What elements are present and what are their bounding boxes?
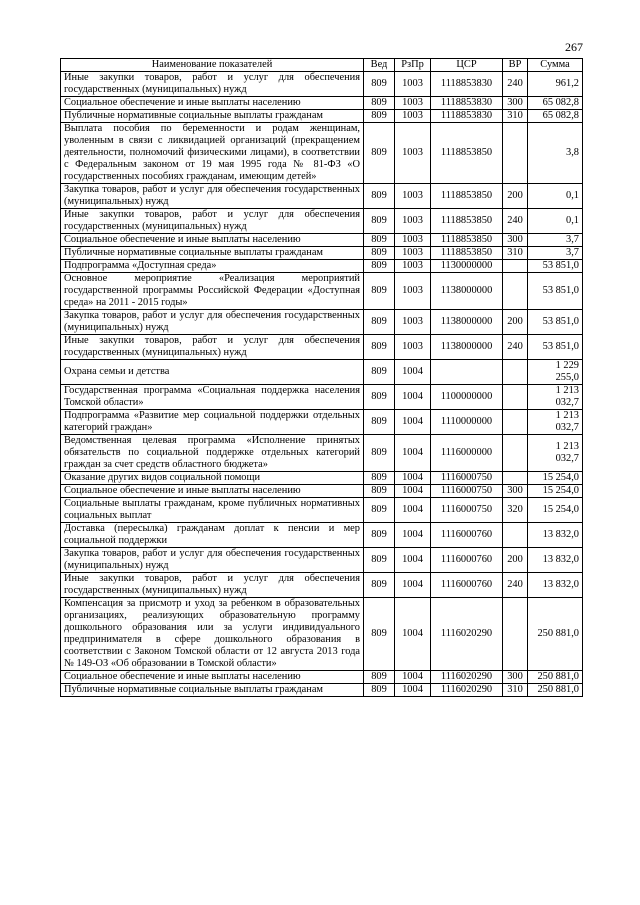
- row-ved: 809: [364, 472, 395, 485]
- row-rzpr: 1004: [395, 684, 431, 697]
- row-vr: 320: [503, 498, 528, 523]
- row-vr: 310: [503, 110, 528, 123]
- row-ved: 809: [364, 97, 395, 110]
- row-csr: 1118853850: [431, 209, 503, 234]
- table-row: [61, 498, 583, 523]
- table-row: [61, 671, 583, 684]
- budget-table: [60, 58, 583, 697]
- row-sum: 0,1: [528, 184, 583, 209]
- row-rzpr: 1003: [395, 123, 431, 184]
- row-sum: 15 254,0: [528, 485, 583, 498]
- row-name: Доставка (пересылка) гражданам доплат к пенсии и мер социальной поддержки: [61, 523, 364, 548]
- row-rzpr: 1003: [395, 97, 431, 110]
- row-csr: 1116020290: [431, 598, 503, 671]
- row-name: Публичные нормативные социальные выплаты гражданам: [61, 110, 364, 123]
- table-header-row: [61, 59, 583, 72]
- row-csr: 1116000760: [431, 573, 503, 598]
- row-sum: 1 213 032,7: [528, 435, 583, 472]
- table-row: [61, 72, 583, 97]
- row-sum: 1 229 255,0: [528, 360, 583, 385]
- row-rzpr: 1003: [395, 72, 431, 97]
- row-ved: 809: [364, 209, 395, 234]
- row-ved: 809: [364, 684, 395, 697]
- row-sum: 3,7: [528, 234, 583, 247]
- row-vr: 200: [503, 548, 528, 573]
- row-name: Иные закупки товаров, работ и услуг для обеспечения государственных (муниципальных) нужд: [61, 72, 364, 97]
- row-name: Охрана семьи и детства: [61, 360, 364, 385]
- table-row: [61, 485, 583, 498]
- table-row: [61, 573, 583, 598]
- table-row: [61, 234, 583, 247]
- row-name: Социальное обеспечение и иные выплаты населению: [61, 671, 364, 684]
- row-sum: 53 851,0: [528, 335, 583, 360]
- row-sum: 53 851,0: [528, 310, 583, 335]
- row-name: Иные закупки товаров, работ и услуг для обеспечения государственных (муниципальных) нужд: [61, 209, 364, 234]
- table-row: [61, 410, 583, 435]
- row-csr: 1130000000: [431, 260, 503, 273]
- row-sum: 65 082,8: [528, 110, 583, 123]
- table-row: [61, 97, 583, 110]
- row-ved: 809: [364, 435, 395, 472]
- row-rzpr: 1004: [395, 498, 431, 523]
- row-vr: [503, 472, 528, 485]
- row-csr: 1116000760: [431, 548, 503, 573]
- row-name: Социальное обеспечение и иные выплаты населению: [61, 97, 364, 110]
- row-sum: 961,2: [528, 72, 583, 97]
- row-vr: [503, 385, 528, 410]
- row-csr: 1116020290: [431, 684, 503, 697]
- row-csr: 1138000000: [431, 310, 503, 335]
- row-rzpr: 1003: [395, 184, 431, 209]
- row-vr: [503, 523, 528, 548]
- header-rzpr: РзПр: [395, 59, 431, 72]
- row-sum: 13 832,0: [528, 548, 583, 573]
- row-csr: 1118853850: [431, 234, 503, 247]
- row-csr: 1116000760: [431, 523, 503, 548]
- table-row: [61, 523, 583, 548]
- row-vr: [503, 273, 528, 310]
- row-vr: 310: [503, 247, 528, 260]
- row-sum: 3,7: [528, 247, 583, 260]
- row-csr: 1116000750: [431, 485, 503, 498]
- row-name: Подпрограмма «Развитие мер социальной поддержки отдельных категорий граждан»: [61, 410, 364, 435]
- row-rzpr: 1004: [395, 435, 431, 472]
- row-vr: [503, 260, 528, 273]
- row-rzpr: 1004: [395, 485, 431, 498]
- table-row: [61, 310, 583, 335]
- row-vr: 300: [503, 97, 528, 110]
- row-rzpr: 1003: [395, 247, 431, 260]
- row-vr: [503, 410, 528, 435]
- row-sum: 250 881,0: [528, 598, 583, 671]
- row-rzpr: 1004: [395, 472, 431, 485]
- row-vr: [503, 123, 528, 184]
- row-sum: 250 881,0: [528, 684, 583, 697]
- row-rzpr: 1004: [395, 548, 431, 573]
- row-ved: 809: [364, 260, 395, 273]
- row-vr: [503, 360, 528, 385]
- table-row: [61, 110, 583, 123]
- row-sum: 3,8: [528, 123, 583, 184]
- row-name: Ведомственная целевая программа «Исполнение принятых обязательств по социальной поддержке отдельных категорий граждан за счет средств областного бюджета»: [61, 435, 364, 472]
- table-row: [61, 548, 583, 573]
- table-row: [61, 335, 583, 360]
- row-name: Публичные нормативные социальные выплаты гражданам: [61, 247, 364, 260]
- row-sum: 1 213 032,7: [528, 385, 583, 410]
- row-csr: 1116000000: [431, 435, 503, 472]
- table-row: [61, 684, 583, 697]
- row-name: Оказание других видов социальной помощи: [61, 472, 364, 485]
- table-row: [61, 209, 583, 234]
- row-ved: 809: [364, 234, 395, 247]
- row-name: Социальное обеспечение и иные выплаты населению: [61, 234, 364, 247]
- row-vr: 240: [503, 335, 528, 360]
- row-vr: 240: [503, 209, 528, 234]
- row-vr: 240: [503, 573, 528, 598]
- row-vr: 300: [503, 485, 528, 498]
- row-sum: 15 254,0: [528, 472, 583, 485]
- header-csr: ЦСР: [431, 59, 503, 72]
- table-row: [61, 247, 583, 260]
- row-sum: 65 082,8: [528, 97, 583, 110]
- row-vr: 310: [503, 684, 528, 697]
- row-name: Государственная программа «Социальная поддержка населения Томской области»: [61, 385, 364, 410]
- row-ved: 809: [364, 523, 395, 548]
- row-rzpr: 1004: [395, 671, 431, 684]
- row-vr: 300: [503, 671, 528, 684]
- row-csr: 1138000000: [431, 273, 503, 310]
- row-sum: 15 254,0: [528, 498, 583, 523]
- row-ved: 809: [364, 360, 395, 385]
- row-csr: 1118853830: [431, 110, 503, 123]
- page-number: 267: [565, 40, 583, 54]
- row-name: Закупка товаров, работ и услуг для обеспечения государственных (муниципальных) нужд: [61, 548, 364, 573]
- row-csr: 1118853830: [431, 72, 503, 97]
- row-ved: 809: [364, 573, 395, 598]
- row-rzpr: 1003: [395, 110, 431, 123]
- row-ved: 809: [364, 123, 395, 184]
- row-ved: 809: [364, 72, 395, 97]
- row-ved: 809: [364, 247, 395, 260]
- row-csr: 1118853830: [431, 97, 503, 110]
- row-rzpr: 1004: [395, 598, 431, 671]
- table-row: [61, 260, 583, 273]
- row-name: Выплата пособия по беременности и родам женщинам, уволенным в связи с ликвидацией организаций (прекращением деятельности, полномочий физическими лицами), в соответствии с Федеральным законом от 19 мая 1995 года № 81-ФЗ «О государственных пособиях гражданам, имеющим детей»: [61, 123, 364, 184]
- table-row: [61, 385, 583, 410]
- row-rzpr: 1003: [395, 273, 431, 310]
- header-name: Наименование показателей: [61, 59, 364, 72]
- row-name: Публичные нормативные социальные выплаты гражданам: [61, 684, 364, 697]
- table-row: [61, 273, 583, 310]
- row-name: Закупка товаров, работ и услуг для обеспечения государственных (муниципальных) нужд: [61, 310, 364, 335]
- row-ved: 809: [364, 485, 395, 498]
- row-vr: 200: [503, 184, 528, 209]
- row-csr: 1118853850: [431, 123, 503, 184]
- row-ved: 809: [364, 548, 395, 573]
- row-ved: 809: [364, 184, 395, 209]
- row-rzpr: 1003: [395, 335, 431, 360]
- row-rzpr: 1004: [395, 385, 431, 410]
- row-csr: 1138000000: [431, 335, 503, 360]
- row-rzpr: 1004: [395, 410, 431, 435]
- row-vr: [503, 598, 528, 671]
- row-name: Закупка товаров, работ и услуг для обеспечения государственных (муниципальных) нужд: [61, 184, 364, 209]
- row-vr: [503, 435, 528, 472]
- row-ved: 809: [364, 598, 395, 671]
- row-name: Социальные выплаты гражданам, кроме публичных нормативных социальных выплат: [61, 498, 364, 523]
- row-sum: 250 881,0: [528, 671, 583, 684]
- table-body: [61, 72, 583, 697]
- table-row: [61, 123, 583, 184]
- row-rzpr: 1004: [395, 573, 431, 598]
- row-sum: 53 851,0: [528, 273, 583, 310]
- row-ved: 809: [364, 273, 395, 310]
- row-rzpr: 1003: [395, 209, 431, 234]
- row-rzpr: 1003: [395, 310, 431, 335]
- header-vr: ВР: [503, 59, 528, 72]
- row-vr: 200: [503, 310, 528, 335]
- row-sum: 13 832,0: [528, 523, 583, 548]
- row-name: Иные закупки товаров, работ и услуг для обеспечения государственных (муниципальных) нужд: [61, 573, 364, 598]
- table-row: [61, 435, 583, 472]
- row-csr: 1116000750: [431, 498, 503, 523]
- row-sum: 13 832,0: [528, 573, 583, 598]
- row-csr: 1100000000: [431, 385, 503, 410]
- row-name: Основное мероприятие «Реализация мероприятий государственной программы Российской Федерации «Доступная среда» на 2011 - 2015 годы»: [61, 273, 364, 310]
- row-ved: 809: [364, 671, 395, 684]
- row-name: Социальное обеспечение и иные выплаты населению: [61, 485, 364, 498]
- row-rzpr: 1003: [395, 260, 431, 273]
- row-rzpr: 1004: [395, 360, 431, 385]
- row-sum: 1 213 032,7: [528, 410, 583, 435]
- row-vr: 240: [503, 72, 528, 97]
- table-row: [61, 360, 583, 385]
- row-name: Компенсация за присмотр и уход за ребенком в образовательных организациях, реализующих образовательную программу дошкольного образования или за услуги индивидуального предпринимателя в сфере дошкольного образования в соответствии с Законом Томской области от 12 августа 2013 года № 149-ОЗ «Об образовании в Томской области»: [61, 598, 364, 671]
- row-csr: [431, 360, 503, 385]
- row-name: Иные закупки товаров, работ и услуг для обеспечения государственных (муниципальных) нужд: [61, 335, 364, 360]
- row-ved: 809: [364, 310, 395, 335]
- table-row: [61, 184, 583, 209]
- row-vr: 300: [503, 234, 528, 247]
- row-ved: 809: [364, 335, 395, 360]
- table-row: [61, 472, 583, 485]
- row-csr: 1116000750: [431, 472, 503, 485]
- row-csr: 1116020290: [431, 671, 503, 684]
- row-ved: 809: [364, 498, 395, 523]
- header-sum: Сумма: [528, 59, 583, 72]
- row-csr: 1118853850: [431, 184, 503, 209]
- row-rzpr: 1003: [395, 234, 431, 247]
- row-ved: 809: [364, 385, 395, 410]
- table-row: [61, 598, 583, 671]
- row-name: Подпрограмма «Доступная среда»: [61, 260, 364, 273]
- row-sum: 53 851,0: [528, 260, 583, 273]
- row-ved: 809: [364, 410, 395, 435]
- row-rzpr: 1004: [395, 523, 431, 548]
- header-ved: Вед: [364, 59, 395, 72]
- row-sum: 0,1: [528, 209, 583, 234]
- row-csr: 1110000000: [431, 410, 503, 435]
- row-ved: 809: [364, 110, 395, 123]
- row-csr: 1118853850: [431, 247, 503, 260]
